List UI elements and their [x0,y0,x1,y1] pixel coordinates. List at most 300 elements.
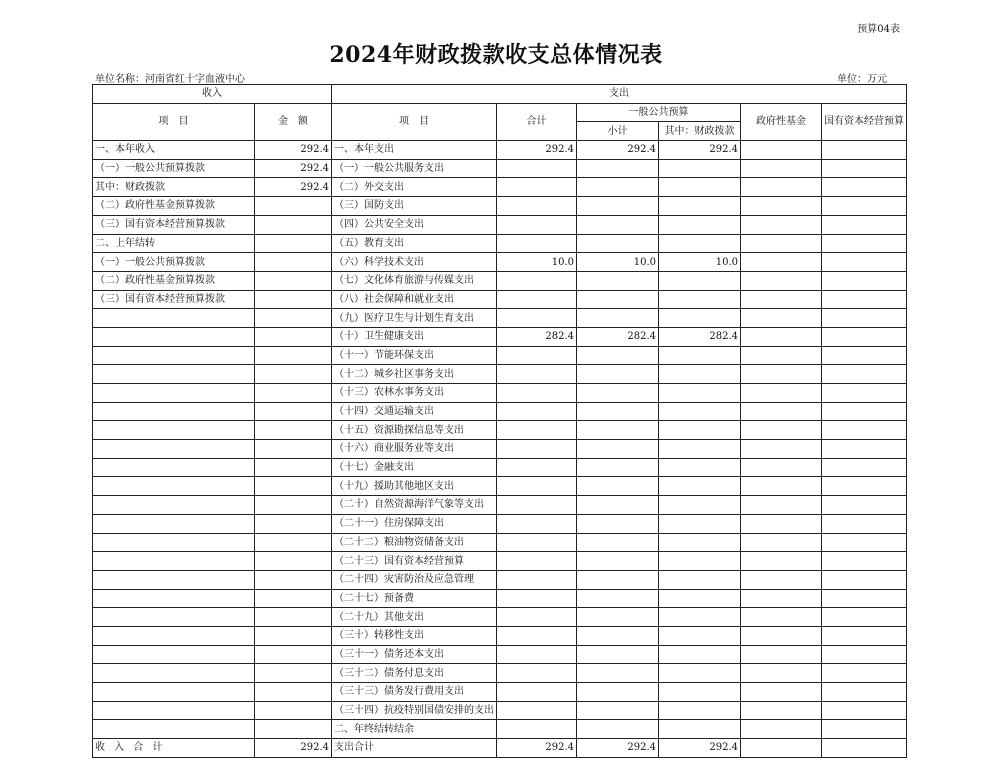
total-cell [497,645,577,664]
expense-item-cell: （十一）节能环保支出 [332,346,497,365]
income-amount-cell: 292.4 [255,141,332,160]
expense-item-cell: （三十四）抗疫特别国债安排的支出 [332,701,497,720]
subtotal-cell: 282.4 [577,327,659,346]
subtotal-cell: 292.4 [577,141,659,160]
income-amount-cell [255,552,332,571]
general-budget-header: 一般公共预算 [577,103,741,122]
table-row [93,271,907,290]
total-cell [497,402,577,421]
total-cell [497,365,577,384]
gov-fund-cell [741,215,822,234]
income-amount-cell [255,533,332,552]
income-item-cell: （二）政府性基金预算拨款 [93,271,255,290]
state-capital-cell [822,384,907,403]
subtotal-cell [577,664,659,683]
total-cell [497,570,577,589]
fiscal-cell [659,552,741,571]
table-row [93,141,907,160]
fiscal-cell [659,589,741,608]
unit-label: 单位：万元 [837,74,887,85]
table-row [93,701,907,720]
state-capital-cell [822,701,907,720]
income-amount-cell [255,421,332,440]
table-row [93,346,907,365]
income-amount-cell [255,496,332,515]
income-amount-cell [255,290,332,309]
income-amount-cell [255,645,332,664]
fiscal-cell [659,701,741,720]
table-row [93,234,907,253]
gov-fund-cell [741,159,822,178]
income-amount-cell [255,253,332,272]
fiscal-cell [659,645,741,664]
income-item-cell [93,421,255,440]
page-title: 2024年财政拨款收支总体情况表 [329,42,663,68]
total-cell [497,533,577,552]
expense-item-cell: （十六）商业服务业等支出 [332,440,497,459]
fiscal-cell [659,271,741,290]
expense-item-cell: 一、本年支出 [332,141,497,160]
income-item-cell [93,327,255,346]
fiscal-cell [659,496,741,515]
income-amount-cell [255,365,332,384]
gov-fund-cell [741,477,822,496]
total-cell [497,290,577,309]
subtotal-cell [577,365,659,384]
expense-item-cell: （十三）农林水事务支出 [332,384,497,403]
income-item-cell [93,384,255,403]
expense-item-cell: 二、年终结转结余 [332,720,497,739]
state-capital-cell [822,159,907,178]
total-cell [497,215,577,234]
income-item-cell [93,440,255,459]
subtotal-cell [577,159,659,178]
income-item-cell: 二、上年结转 [93,234,255,253]
subtotal-cell [577,720,659,739]
expense-item-cell: （二十九）其他支出 [332,608,497,627]
total-cell [497,720,577,739]
gov-fund-cell [741,608,822,627]
fiscal-cell [659,421,741,440]
table-row [93,440,907,459]
income-item-cell: 一、本年收入 [93,141,255,160]
state-capital-cell [822,215,907,234]
gov-fund-cell [741,589,822,608]
total-cell: 292.4 [497,739,577,758]
income-item-cell [93,533,255,552]
budget-table [92,84,907,758]
fiscal-cell [659,384,741,403]
expense-item-cell: （二十一）住房保障支出 [332,514,497,533]
total-cell [497,589,577,608]
table-row [93,552,907,571]
state-capital-cell [822,253,907,272]
expense-item-cell: （二十七）预备费 [332,589,497,608]
fiscal-cell [659,197,741,216]
subtotal-cell [577,608,659,627]
fiscal-cell: 292.4 [659,739,741,758]
gov-fund-cell [741,346,822,365]
gov-fund-cell [741,271,822,290]
gov-fund-cell [741,664,822,683]
income-item-cell: （一）一般公共预算拨款 [93,253,255,272]
gov-fund-cell [741,141,822,160]
income-amount-cell [255,458,332,477]
subtotal-cell [577,421,659,440]
income-item-cell: 其中：财政拨款 [93,178,255,197]
total-cell [497,626,577,645]
income-amount-cell [255,664,332,683]
table-row [93,514,907,533]
gov-fund-header: 政府性基金 [741,103,822,140]
gov-fund-cell [741,739,822,758]
income-amount-cell [255,477,332,496]
table-row [93,496,907,515]
expense-item-cell: （二）外交支出 [332,178,497,197]
fiscal-cell [659,533,741,552]
income-item-cell [93,664,255,683]
fiscal-cell: 292.4 [659,141,741,160]
gov-fund-cell [741,645,822,664]
total-cell: 292.4 [497,141,577,160]
expense-item-cell: （六）科学技术支出 [332,253,497,272]
table-row [93,645,907,664]
gov-fund-cell [741,701,822,720]
table-row [93,327,907,346]
income-amount-cell [255,589,332,608]
total-cell [497,309,577,328]
fiscal-cell: 282.4 [659,327,741,346]
total-cell [497,178,577,197]
income-amount-cell [255,626,332,645]
gov-fund-cell [741,720,822,739]
subtotal-cell [577,290,659,309]
total-cell [497,271,577,290]
income-amount-cell [255,234,332,253]
state-capital-cell [822,309,907,328]
state-capital-cell [822,141,907,160]
expense-item-cell: （二十）自然资源海洋气象等支出 [332,496,497,515]
income-item-header: 项 目 [93,103,255,140]
total-cell [497,608,577,627]
state-capital-cell [822,327,907,346]
state-capital-cell [822,739,907,758]
total-cell [497,477,577,496]
total-cell [497,552,577,571]
income-item-cell [93,402,255,421]
income-item-cell [93,683,255,702]
subtotal-cell [577,346,659,365]
total-cell [497,514,577,533]
income-item-cell: （三）国有资本经营预算拨款 [93,215,255,234]
subtotal-cell [577,402,659,421]
state-capital-cell [822,664,907,683]
table-row [93,570,907,589]
fiscal-cell [659,664,741,683]
state-capital-cell [822,570,907,589]
gov-fund-cell [741,309,822,328]
fiscal-cell [659,440,741,459]
state-capital-cell [822,514,907,533]
table-row [93,253,907,272]
gov-fund-cell [741,178,822,197]
expense-item-cell: （四）公共安全支出 [332,215,497,234]
gov-fund-cell [741,496,822,515]
subtotal-cell [577,683,659,702]
expense-item-cell: （十二）城乡社区事务支出 [332,365,497,384]
table-row [93,608,907,627]
fiscal-cell: 10.0 [659,253,741,272]
total-cell [497,458,577,477]
income-amount-cell: 292.4 [255,739,332,758]
gov-fund-cell [741,514,822,533]
subtotal-cell [577,309,659,328]
subtotal-cell [577,514,659,533]
income-amount-cell [255,701,332,720]
state-capital-cell [822,234,907,253]
table-row [93,739,907,758]
gov-fund-cell [741,234,822,253]
income-amount-cell: 292.4 [255,178,332,197]
total-cell [497,197,577,216]
total-cell [497,421,577,440]
total-cell [497,159,577,178]
gov-fund-cell [741,533,822,552]
expense-item-cell: （十）卫生健康支出 [332,327,497,346]
total-header: 合计 [497,103,577,140]
subtotal-cell [577,533,659,552]
expense-item-cell: 支出合计 [332,739,497,758]
subtotal-cell [577,626,659,645]
state-capital-cell [822,533,907,552]
gov-fund-cell [741,327,822,346]
fiscal-cell [659,514,741,533]
table-row [93,626,907,645]
state-capital-cell [822,402,907,421]
total-cell: 10.0 [497,253,577,272]
subtotal-cell [577,589,659,608]
expense-header: 支出 [332,85,907,104]
gov-fund-cell [741,197,822,216]
gov-fund-cell [741,570,822,589]
gov-fund-cell [741,402,822,421]
fiscal-cell [659,458,741,477]
income-header: 收入 [93,85,332,104]
subtotal-cell [577,570,659,589]
state-capital-cell [822,440,907,459]
expense-item-cell: （七）文化体育旅游与传媒支出 [332,271,497,290]
subtotal-cell [577,496,659,515]
expense-item-cell: （八）社会保障和就业支出 [332,290,497,309]
state-capital-cell [822,421,907,440]
total-cell [497,234,577,253]
total-cell [497,664,577,683]
subtotal-header: 小计 [577,122,659,141]
expense-item-cell: （三十）转移性支出 [332,626,497,645]
gov-fund-cell [741,683,822,702]
total-cell [497,346,577,365]
expense-item-cell: （十七）金融支出 [332,458,497,477]
subtotal-cell [577,701,659,720]
fiscal-cell [659,159,741,178]
fiscal-cell [659,365,741,384]
subtotal-cell [577,440,659,459]
state-capital-cell [822,645,907,664]
fiscal-cell [659,608,741,627]
fiscal-cell [659,626,741,645]
table-body [93,141,907,758]
income-item-cell [93,626,255,645]
income-amount-cell [255,271,332,290]
fiscal-cell [659,402,741,421]
income-item-cell: （一）一般公共预算拨款 [93,159,255,178]
income-item-cell [93,608,255,627]
state-capital-cell [822,608,907,627]
state-capital-cell [822,365,907,384]
state-capital-cell [822,552,907,571]
subtotal-cell [577,271,659,290]
income-item-cell [93,552,255,571]
subtotal-cell [577,552,659,571]
expense-item-cell: （三）国防支出 [332,197,497,216]
state-capital-cell [822,458,907,477]
expense-item-cell: （三十三）债务发行费用支出 [332,683,497,702]
table-row [93,290,907,309]
table-row [93,683,907,702]
income-item-cell: （三）国有资本经营预算拨款 [93,290,255,309]
subtotal-cell [577,234,659,253]
table-row [93,178,907,197]
income-amount-cell [255,720,332,739]
table-row [93,533,907,552]
state-capital-cell [822,496,907,515]
income-amount-cell: 292.4 [255,159,332,178]
expense-item-header: 项 目 [332,103,497,140]
income-item-cell: （二）政府性基金预算拨款 [93,197,255,216]
fiscal-cell [659,309,741,328]
income-item-cell [93,570,255,589]
income-amount-cell [255,215,332,234]
state-capital-cell [822,477,907,496]
expense-item-cell: （二十三）国有资本经营预算 [332,552,497,571]
fiscal-header: 其中：财政拨款 [659,122,741,141]
income-item-cell [93,458,255,477]
gov-fund-cell [741,384,822,403]
income-amount-cell [255,440,332,459]
state-capital-cell [822,290,907,309]
gov-fund-cell [741,253,822,272]
state-capital-cell [822,720,907,739]
table-row [93,589,907,608]
income-amount-cell [255,327,332,346]
fiscal-cell [659,178,741,197]
state-capital-cell [822,197,907,216]
table-row [93,720,907,739]
table-row [93,421,907,440]
subtotal-cell [577,197,659,216]
expense-item-cell: （二十二）粮油物资储备支出 [332,533,497,552]
expense-item-cell: （一）一般公共服务支出 [332,159,497,178]
expense-item-cell: （五）教育支出 [332,234,497,253]
income-item-cell [93,365,255,384]
income-amount-cell [255,309,332,328]
income-amount-cell [255,402,332,421]
table-row [93,159,907,178]
gov-fund-cell [741,552,822,571]
total-cell [497,496,577,515]
subtotal-cell [577,477,659,496]
gov-fund-cell [741,458,822,477]
table-row [93,384,907,403]
table-row [93,215,907,234]
state-capital-cell [822,346,907,365]
table-row [93,477,907,496]
income-amount-cell [255,514,332,533]
income-amount-cell [255,197,332,216]
state-capital-cell [822,271,907,290]
fiscal-cell [659,290,741,309]
subtotal-cell: 10.0 [577,253,659,272]
expense-item-cell: （十九）援助其他地区支出 [332,477,497,496]
income-item-cell [93,514,255,533]
total-cell [497,701,577,720]
total-cell [497,440,577,459]
unit-name: 单位名称：河南省红十字血液中心 [95,74,245,85]
total-cell [497,683,577,702]
income-item-cell [93,309,255,328]
table-row [93,458,907,477]
income-item-cell [93,645,255,664]
fiscal-cell [659,477,741,496]
expense-item-cell: （十五）资源勘探信息等支出 [332,421,497,440]
state-capital-header: 国有资本经营预算 [822,103,907,140]
gov-fund-cell [741,365,822,384]
income-item-cell [93,496,255,515]
total-cell [497,384,577,403]
income-amount-cell [255,570,332,589]
form-code: 预算04表 [857,24,900,35]
state-capital-cell [822,626,907,645]
income-item-cell [93,701,255,720]
expense-item-cell: （十四）交通运输支出 [332,402,497,421]
gov-fund-cell [741,440,822,459]
income-item-cell: 收 入 合 计 [93,739,255,758]
gov-fund-cell [741,421,822,440]
subtotal-cell [577,384,659,403]
table-row [93,402,907,421]
expense-item-cell: （九）医疗卫生与计划生育支出 [332,309,497,328]
fiscal-cell [659,683,741,702]
expense-item-cell: （二十四）灾害防治及应急管理 [332,570,497,589]
fiscal-cell [659,570,741,589]
expense-item-cell: （三十二）债务付息支出 [332,664,497,683]
fiscal-cell [659,215,741,234]
table-row [93,365,907,384]
subtotal-cell [577,215,659,234]
expense-item-cell: （三十一）债务还本支出 [332,645,497,664]
subtotal-cell [577,645,659,664]
income-item-cell [93,720,255,739]
total-cell: 282.4 [497,327,577,346]
income-item-cell [93,477,255,496]
fiscal-cell [659,234,741,253]
state-capital-cell [822,683,907,702]
income-item-cell [93,589,255,608]
fiscal-cell [659,346,741,365]
subtotal-cell [577,458,659,477]
income-amount-cell [255,346,332,365]
fiscal-cell [659,720,741,739]
